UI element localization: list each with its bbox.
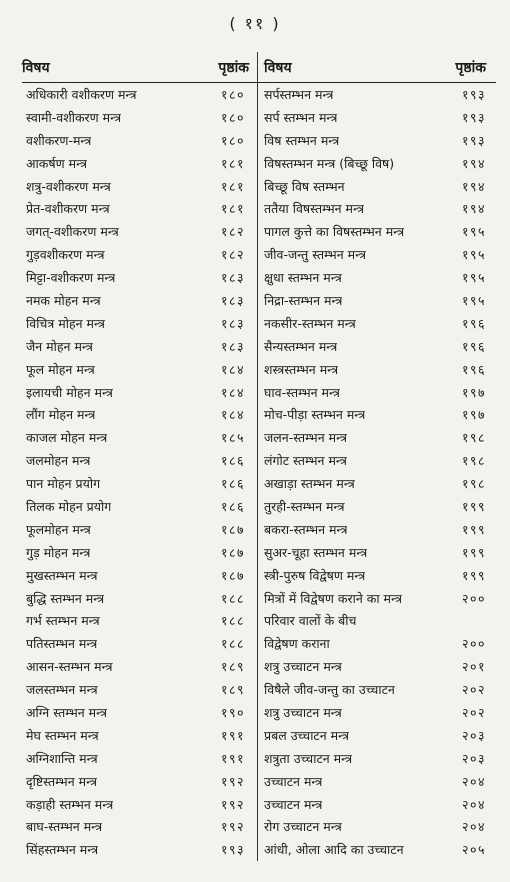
subject-heading: विषय [22, 59, 50, 76]
toc-entry [258, 220, 496, 243]
entry-title: मित्रों में विद्वेषण कराने का मन्त्र [264, 590, 402, 606]
entry-page-number: १९४ [461, 201, 486, 217]
entry-title: लौंग मोहन मन्त्र [26, 407, 96, 423]
toc-entry [22, 472, 257, 495]
entry-title: जलमोहन मन्त्र [26, 453, 91, 469]
entry-page-number: १९२ [220, 819, 245, 835]
entry-page-number: १९८ [461, 430, 486, 446]
toc-entry [258, 129, 496, 152]
entry-title: अग्नि स्तम्भन मन्त्र [26, 704, 108, 720]
entry-page-number: १८४ [220, 361, 245, 377]
entry-title: आकर्षण मन्त्र [26, 155, 88, 171]
entry-title: रोग उच्चाटन मन्त्र [264, 819, 342, 835]
entry-title: सिंहस्तम्भन मन्त्र [26, 842, 99, 858]
entry-page-number: १८१ [220, 201, 245, 217]
entry-page-number: १९० [220, 704, 245, 720]
toc-entry [258, 152, 496, 175]
toc-entry [22, 449, 257, 472]
entry-title: जगत्-वशीकरण मन्त्र [26, 224, 119, 240]
toc-entry [258, 106, 496, 129]
entry-title: जलस्तम्भन मन्त्र [26, 682, 98, 698]
entry-page-number: १८६ [220, 453, 245, 469]
toc-columns [22, 83, 496, 861]
entry-page-number: १८९ [220, 659, 245, 675]
toc-entry [22, 197, 257, 220]
toc-entry [22, 770, 257, 793]
toc-entry [22, 403, 257, 426]
entry-page-number: १९४ [461, 178, 486, 194]
toc-entry [22, 609, 257, 632]
entry-page-number: २०० [461, 590, 486, 606]
entry-page-number: २०४ [461, 819, 486, 835]
toc-entry [22, 701, 257, 724]
entry-title: सैन्यस्तम्भन मन्त्र [264, 338, 338, 354]
entry-page-number: १९५ [461, 270, 486, 286]
entry-page-number: १८३ [220, 338, 245, 354]
entry-title: वशीकरण-मन्त्र [26, 132, 92, 148]
entry-title: विद्वेषण कराना [264, 636, 330, 652]
page-number: ( ११ ) [229, 14, 281, 33]
entry-page-number: १९५ [461, 292, 486, 308]
entry-title: तिलक मोहन प्रयोग [26, 498, 112, 514]
toc-entry [22, 83, 257, 106]
entry-title: शत्रु-वशीकरण मन्त्र [26, 178, 111, 194]
entry-page-number: १९२ [220, 796, 245, 812]
entry-page-number: १८७ [220, 521, 245, 537]
entry-page-number: २०५ [461, 842, 486, 858]
toc-entry [22, 106, 257, 129]
entry-title: अग्निशान्ति मन्त्र [26, 750, 98, 766]
entry-page-number: २०३ [461, 750, 486, 766]
entry-title: मिट्टा-वशीकरण मन्त्र [26, 270, 116, 286]
toc-entry [258, 655, 496, 678]
entry-title: गुड़वशीकरण मन्त्र [26, 247, 105, 263]
entry-title: आसन-स्तम्भन मन्त्र [26, 659, 113, 675]
entry-page-number: १८७ [220, 567, 245, 583]
entry-page-number: २०४ [461, 796, 486, 812]
entry-title: बकरा-स्तम्भन मन्त्र [264, 521, 348, 537]
entry-page-number: १८४ [220, 384, 245, 400]
entry-page-number: १८१ [220, 155, 245, 171]
entry-page-number: १९७ [461, 407, 486, 423]
entry-title: प्रेत-वशीकरण मन्त्र [26, 201, 110, 217]
entry-page-number: १९९ [461, 544, 486, 560]
entry-page-number: १९४ [461, 155, 486, 171]
entry-title: दृष्टिस्तम्भन मन्त्र [26, 773, 98, 789]
entry-title: अधिकारी वशीकरण मन्त्र [26, 86, 137, 102]
toc-entry [22, 816, 257, 839]
entry-title: नमक मोहन मन्त्र [26, 292, 101, 308]
entry-page-number: १९३ [220, 842, 245, 858]
entry-page-number: १८० [220, 86, 245, 102]
entry-page-number: २०३ [461, 727, 486, 743]
entry-title: उच्चाटन मन्त्र [264, 796, 323, 812]
entry-title: स्त्री-पुरुष विद्वेषण मन्त्र [264, 567, 366, 583]
toc-entry [22, 152, 257, 175]
toc-entry [258, 197, 496, 220]
entry-page-number: १९९ [461, 498, 486, 514]
subject-heading: विषय [264, 59, 292, 76]
entry-title: विषस्तम्भन मन्त्र (बिच्छू विष) [264, 155, 395, 171]
entry-page-number: १८९ [220, 682, 245, 698]
entry-title: पागल कुत्ते का विषस्तम्भन मन्त्र [264, 224, 405, 240]
entry-page-number: १९३ [461, 132, 486, 148]
entry-title: मुखस्तम्भन मन्त्र [26, 567, 98, 583]
entry-page-number: १९७ [461, 384, 486, 400]
toc-entry [258, 381, 496, 404]
entry-title: तुरही-स्तम्भन मन्त्र [264, 498, 345, 514]
toc-entry [258, 495, 496, 518]
toc-entry [22, 632, 257, 655]
toc-entry [258, 243, 496, 266]
entry-title: शस्त्रस्तम्भन मन्त्र [264, 361, 339, 377]
entry-title: पतिस्तम्भन मन्त्र [26, 636, 98, 652]
entry-page-number: १९९ [461, 521, 486, 537]
entry-title: सर्पस्तम्भन मन्त्र [264, 86, 334, 102]
toc-entry [22, 655, 257, 678]
toc-entry [22, 312, 257, 335]
toc-entry [258, 678, 496, 701]
entry-title: बुद्धि स्तम्भन मन्त्र [26, 590, 105, 606]
entry-title: विष स्तम्भन मन्त्र [264, 132, 340, 148]
entry-page-number: १९६ [461, 315, 486, 331]
entry-title: ततैया विषस्तम्भन मन्त्र [264, 201, 364, 217]
toc-entry [22, 747, 257, 770]
toc-header-right [258, 58, 496, 77]
entry-title: निद्रा-स्तम्भन मन्त्र [264, 292, 343, 308]
entry-title: गर्भ स्तम्भन मन्त्र [26, 613, 100, 629]
entry-page-number: १८८ [220, 590, 245, 606]
entry-title: घाव-स्तम्भन मन्त्र [264, 384, 340, 400]
toc-entry [258, 816, 496, 839]
entry-title: जीव-जन्तु स्तम्भन मन्त्र [264, 247, 367, 263]
toc-entry [22, 518, 257, 541]
entry-page-number: १९२ [220, 773, 245, 789]
entry-title: विचित्र मोहन मन्त्र [26, 315, 105, 331]
entry-page-number: १९३ [461, 86, 486, 102]
entry-page-number: १९८ [461, 453, 486, 469]
entry-title: फूलमोहन मन्त्र [26, 521, 91, 537]
toc-entry [258, 609, 496, 632]
toc-header-left [22, 52, 258, 82]
entry-title: इलायची मोहन मन्त्र [26, 384, 113, 400]
entry-page-number: १९१ [220, 727, 245, 743]
entry-page-number: १८३ [220, 292, 245, 308]
entry-title: क्षुधा स्तम्भन मन्त्र [264, 270, 342, 286]
toc-entry [22, 129, 257, 152]
entry-title: मोच-पीड़ा स्तम्भन मन्त्र [264, 407, 366, 423]
toc-entry [258, 335, 496, 358]
page-heading: पृष्ठांक [218, 59, 249, 76]
toc-entry [258, 518, 496, 541]
entry-title: गुड़ मोहन मन्त्र [26, 544, 91, 560]
entry-title: शत्रु उच्चाटन मन्त्र [264, 659, 342, 675]
toc-header [22, 52, 496, 83]
entry-title: उच्चाटन मन्त्र [264, 773, 323, 789]
entry-title: जैन मोहन मन्त्र [26, 338, 93, 354]
toc-entry [22, 220, 257, 243]
entry-title: पान मोहन प्रयोग [26, 476, 101, 492]
entry-title: लंगोट स्तम्भन मन्त्र [264, 453, 347, 469]
entry-page-number: २०२ [461, 682, 486, 698]
entry-title: शत्रु उच्चाटन मन्त्र [264, 704, 342, 720]
toc-entry [258, 358, 496, 381]
toc-entry [258, 724, 496, 747]
toc-entry [258, 793, 496, 816]
entry-page-number: २०० [461, 636, 486, 652]
entry-page-number: १९६ [461, 361, 486, 377]
right-column [258, 83, 496, 861]
entry-title: सर्प स्तम्भन मन्त्र [264, 109, 338, 125]
toc-entry [22, 381, 257, 404]
toc-entry [258, 312, 496, 335]
left-column [22, 83, 258, 861]
entry-title: जलन-स्तम्भन मन्त्र [264, 430, 348, 446]
toc-entry [258, 632, 496, 655]
entry-page-number: २०२ [461, 704, 486, 720]
entry-page-number: १९८ [461, 476, 486, 492]
entry-page-number: १८४ [220, 407, 245, 423]
toc-entry [22, 358, 257, 381]
entry-page-number: १९५ [461, 224, 486, 240]
entry-page-number: १८८ [220, 613, 245, 629]
toc-entry [22, 426, 257, 449]
entry-title: कड़ाही स्तम्भन मन्त्र [26, 796, 114, 812]
entry-title: मेघ स्तम्भन मन्त्र [26, 727, 99, 743]
entry-page-number: १८७ [220, 544, 245, 560]
entry-title: काजल मोहन मन्त्र [26, 430, 108, 446]
page-heading: पृष्ठांक [455, 59, 486, 76]
toc-entry [22, 335, 257, 358]
table-of-contents [22, 52, 496, 861]
toc-entry [258, 541, 496, 564]
toc-entry [22, 564, 257, 587]
toc-entry [258, 266, 496, 289]
entry-page-number: १८० [220, 109, 245, 125]
entry-title: परिवार वालों के बीच [264, 613, 357, 629]
toc-entry [22, 678, 257, 701]
toc-entry [22, 587, 257, 610]
entry-title: बाघ-स्तम्भन मन्त्र [26, 819, 103, 835]
toc-entry [22, 289, 257, 312]
toc-entry [258, 770, 496, 793]
entry-page-number: १८८ [220, 636, 245, 652]
toc-entry [258, 838, 496, 861]
entry-title: सुअर-चूहा स्तम्भन मन्त्र [264, 544, 368, 560]
entry-page-number: १८५ [220, 430, 245, 446]
entry-title: बिच्छू विष स्तम्भन [264, 178, 345, 194]
toc-entry [258, 175, 496, 198]
entry-page-number: १९६ [461, 338, 486, 354]
toc-entry [22, 838, 257, 861]
toc-entry [22, 266, 257, 289]
toc-entry [258, 747, 496, 770]
entry-title: स्वामी-वशीकरण मन्त्र [26, 109, 122, 125]
toc-entry [258, 701, 496, 724]
entry-page-number: १९३ [461, 109, 486, 125]
entry-page-number: १८६ [220, 498, 245, 514]
toc-entry [22, 724, 257, 747]
entry-page-number: १८२ [220, 224, 245, 240]
entry-title: विषैले जीव-जन्तु का उच्चाटन [264, 682, 395, 698]
entry-page-number: १८३ [220, 270, 245, 286]
toc-entry [22, 243, 257, 266]
entry-title: प्रबल उच्चाटन मन्त्र [264, 727, 350, 743]
entry-title: आंधी, ओला आदि का उच्चाटन [264, 842, 404, 858]
entry-title: फूल मोहन मन्त्र [26, 361, 95, 377]
entry-title: शत्रुता उच्चाटन मन्त्र [264, 750, 353, 766]
toc-entry [22, 793, 257, 816]
toc-entry [22, 495, 257, 518]
entry-page-number: १८६ [220, 476, 245, 492]
toc-entry [258, 449, 496, 472]
entry-title: नकसीर-स्तम्भन मन्त्र [264, 315, 356, 331]
toc-entry [22, 175, 257, 198]
entry-page-number: २०४ [461, 773, 486, 789]
entry-page-number: १९५ [461, 247, 486, 263]
entry-page-number: १८२ [220, 247, 245, 263]
entry-page-number: १९९ [461, 567, 486, 583]
entry-page-number: १८३ [220, 315, 245, 331]
entry-page-number: १९१ [220, 750, 245, 766]
toc-entry [258, 587, 496, 610]
toc-entry [258, 426, 496, 449]
toc-entry [258, 83, 496, 106]
entry-title: अखाड़ा स्तम्भन मन्त्र [264, 476, 355, 492]
toc-entry [258, 564, 496, 587]
toc-entry [22, 541, 257, 564]
entry-page-number: २०१ [461, 659, 486, 675]
entry-page-number: १८१ [220, 178, 245, 194]
entry-page-number: १८० [220, 132, 245, 148]
toc-entry [258, 289, 496, 312]
toc-entry [258, 472, 496, 495]
toc-entry [258, 403, 496, 426]
